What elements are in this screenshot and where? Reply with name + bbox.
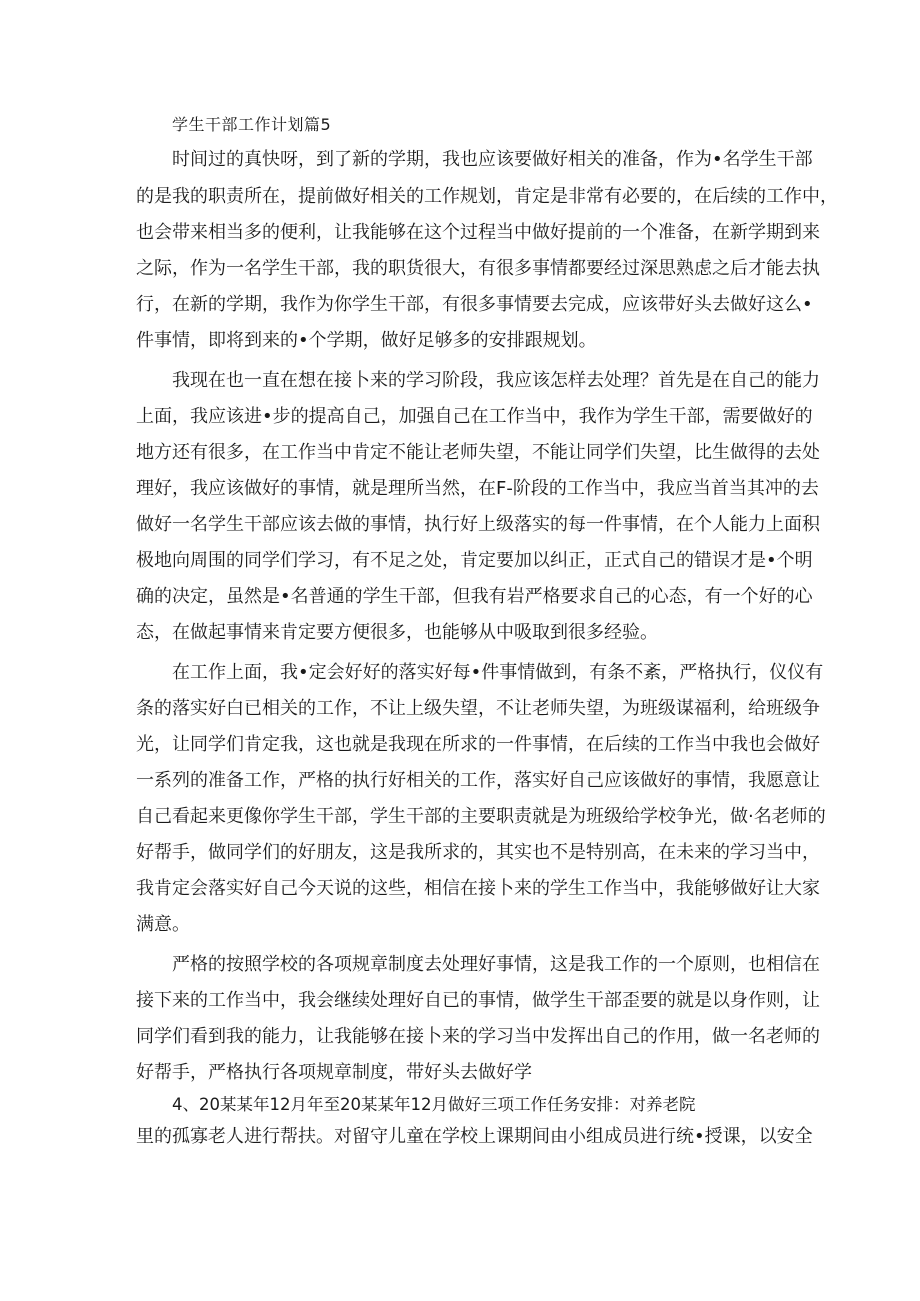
paragraph-line: 自己看起来更像你学生干部，学生干部的主要职责就是为班级给学校争光，做·名老师的	[136, 806, 826, 827]
item-line: 4、20某某年12月年至20某某年12月做好三项工作任务安排：对养老院	[172, 1095, 696, 1114]
paragraph-line: 严格的按照学校的各项规章制度去处理好事情，这是我工作的一个原则，也相信在	[172, 954, 820, 975]
paragraph-line: 地方还有很多，在工作当中肯定不能让老师失望，不能让同学们失望，比生做得的去处	[136, 442, 820, 463]
paragraph-line: 态，在做起事情来肯定要方便很多，也能够从中吸取到很多经验。	[136, 622, 658, 643]
paragraph-line: 确的决定，虽然是•名普通的学生干部，但我有岩严格要求自己的心态，有一个好的心	[136, 586, 813, 607]
paragraph-line: 上面，我应该进•步的提高自己，加强自己在工作当中，我作为学生干部，需要做好的	[136, 406, 813, 427]
paragraph-line: 件事情，即将到来的•个学期，做好足够多的安排跟规划。	[136, 330, 597, 351]
paragraph-line: 条的落实好白已相关的工作，不让上级失望，不让老师失望，为班级谋福利，给班级争	[136, 698, 820, 719]
paragraph-line: 做好一名学生干部应该去做的事情，执行好上级落实的每一件事情，在个人能力上面积	[136, 514, 820, 535]
paragraph-line: 一系列的准备工作，严格的执行好相关的工作，落实好自己应该做好的事情，我愿意让	[136, 770, 820, 791]
paragraph-line: 之际，作为一名学生干部，我的职货很大，有很多事情都要经过深思熟虑之后才能去执	[136, 258, 820, 279]
paragraph-line: 我肯定会落实好自己今天说的这些，相信在接卜来的学生工作当中，我能够做好让大家	[136, 878, 820, 899]
paragraph-line: 我现在也一直在想在接卜来的学习阶段，我应该怎样去处理？首先是在自己的能力	[172, 370, 820, 391]
paragraph-line: 的是我的职责所在，提前做好相关的工作规划，肯定是非常有必要的，在后续的工作中，	[136, 186, 838, 207]
item-line: 里的孤寡老人进行帮扶。对留守儿童在学校上课期间由小组成员进行统•授课，以安全	[136, 1126, 813, 1147]
paragraph-line: 光，让同学们肯定我，这也就是我现在所求的一件事情，在后续的工作当中我也会做好	[136, 734, 820, 755]
paragraph-line: 时间过的真快呀，到了新的学期，我也应该要做好相关的准备，作为•名学生干部	[172, 149, 813, 170]
paragraph-line: 接下来的工作当中，我会继续处理好自已的事情，做学生干部歪要的就是以身作则，让	[136, 990, 820, 1011]
paragraph-line: 行，在新的学期，我作为你学生干部，有很多事情要去完成，应该带好头去做好这么•	[136, 294, 813, 315]
paragraph-line: 好帮手，做同学们的好朋友，这是我所求的，其实也不是特别高，在未来的学习当中，	[136, 842, 820, 863]
paragraph-line: 在工作上面，我•定会好好的落实好每•件事情做到，有条不紊，严格执行，仪仪有	[172, 662, 824, 683]
document-title: 学生干部工作计划篇5	[172, 115, 332, 134]
paragraph-line: 满意。	[136, 914, 190, 935]
paragraph-line: 好帮手，严格执行各项规章制度，带好头去做好学	[136, 1062, 532, 1083]
paragraph-line: 极地向周围的同学们学习，有不足之处，肯定要加以纠正，正式自己的错误才是•个明	[136, 550, 813, 571]
paragraph-line: 也会带来相当多的便利，让我能够在这个过程当中做好提前的一个准备，在新学期到来	[136, 222, 820, 243]
paragraph-line: 理好，我应该做好的事情，就是理所当然，在F-阶段的工作当中，我应当首当其冲的去	[136, 478, 819, 499]
paragraph-line: 同学们看到我的能力，让我能够在接卜来的学习当中发挥出自己的作用，做一名老师的	[136, 1026, 820, 1047]
